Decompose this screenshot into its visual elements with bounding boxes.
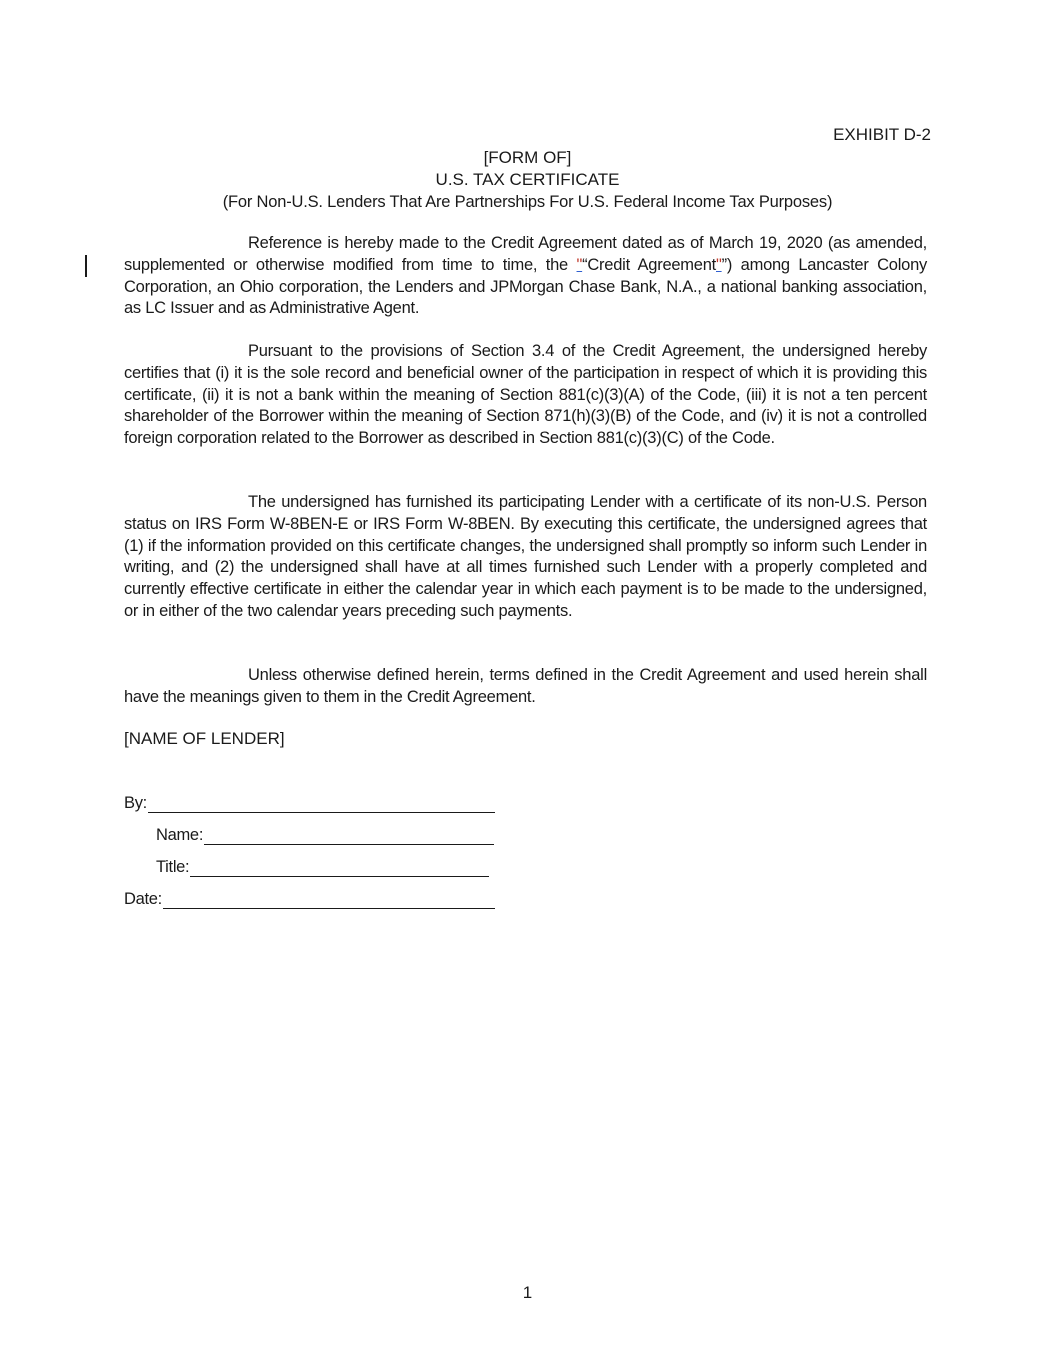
paragraph-text: Unless otherwise defined herein, terms defined in the Credit Agreement and used herein shall have the meanings given to them in the Credit Agreement. xyxy=(124,666,927,706)
signature-name-blank[interactable] xyxy=(204,827,494,845)
signature-by-blank[interactable] xyxy=(148,795,495,813)
exhibit-label: EXHIBIT D-2 xyxy=(833,125,931,144)
document-title: U.S. TAX CERTIFICATE xyxy=(435,170,620,189)
page-number: 1 xyxy=(522,1283,533,1302)
quote-mark: “ xyxy=(582,255,588,274)
title-block xyxy=(124,147,931,213)
signature-by-line xyxy=(124,794,495,813)
signature-date-label: Date: xyxy=(124,890,162,908)
paragraph-reference xyxy=(124,233,927,320)
paragraph-text: ) among Lancaster Colony Corporation, an Ohio corporation, the Lenders and JPMorgan Chase Bank, N.A., a national banking association, as LC Issuer and as Administrative Agent. xyxy=(124,255,927,318)
paragraph-undertaking xyxy=(124,492,927,623)
redline-deleted-quote: " xyxy=(716,255,722,274)
signature-title-label: Title: xyxy=(156,858,190,876)
signature-title-line xyxy=(156,858,489,877)
form-of-label: [FORM OF] xyxy=(483,148,572,167)
signature-date-blank[interactable] xyxy=(163,891,495,909)
quote-mark: ” xyxy=(721,255,727,274)
signature-title-blank[interactable] xyxy=(190,859,489,877)
lender-name-placeholder: [NAME OF LENDER] xyxy=(124,729,285,748)
defined-term: Credit Agreement xyxy=(587,255,716,274)
paragraph-text: Reference is hereby made to the Credit Agreement dated as of March 19, 2020 (as amended, supplemented or otherwise modified from time to time, the xyxy=(124,234,927,274)
paragraph-text: The undersigned has furnished its participating Lender with a certificate of its non-U.S. Person status on IRS Form W-8BEN-E or IRS Form W-8BEN. By executing this certificate, the undersigned agrees that (1) if the information provided on this certificate changes, the undersigned shall promptly so inform such Lender in writing, and (2) the undersigned shall have at all times furnished such Lender with a properly completed and currently effective certificate in either the calendar year in which each payment is to be made to the undersigned, or in either of the two calendar years preceding such payments. xyxy=(124,493,927,620)
signature-name-line xyxy=(156,826,494,845)
paragraph-text: Pursuant to the provisions of Section 3.4 of the Credit Agreement, the undersigned hereby certifies that (i) it is the sole record and beneficial owner of the participation in respect of which it is providing this certificate, (ii) it is not a bank within the meaning of Section 881(c)(3)(A) of the Code, (iii) it is not a ten percent shareholder of the Borrower within the meaning of Section 871(h)(3)(B) of the Code, and (iv) it is not a controlled foreign corporation related to the Borrower as described in Section 881(c)(3)(C) of the Code. xyxy=(124,342,927,448)
paragraph-certification xyxy=(124,341,927,450)
document-subtitle: (For Non-U.S. Lenders That Are Partnerships For U.S. Federal Income Tax Purposes) xyxy=(222,193,833,211)
signature-date-line xyxy=(124,890,495,909)
paragraph-definitions xyxy=(124,665,927,709)
change-bar xyxy=(85,255,87,277)
redline-deleted-quote: " xyxy=(576,255,583,274)
signature-by-label: By: xyxy=(124,794,147,812)
signature-name-label: Name: xyxy=(156,826,204,844)
